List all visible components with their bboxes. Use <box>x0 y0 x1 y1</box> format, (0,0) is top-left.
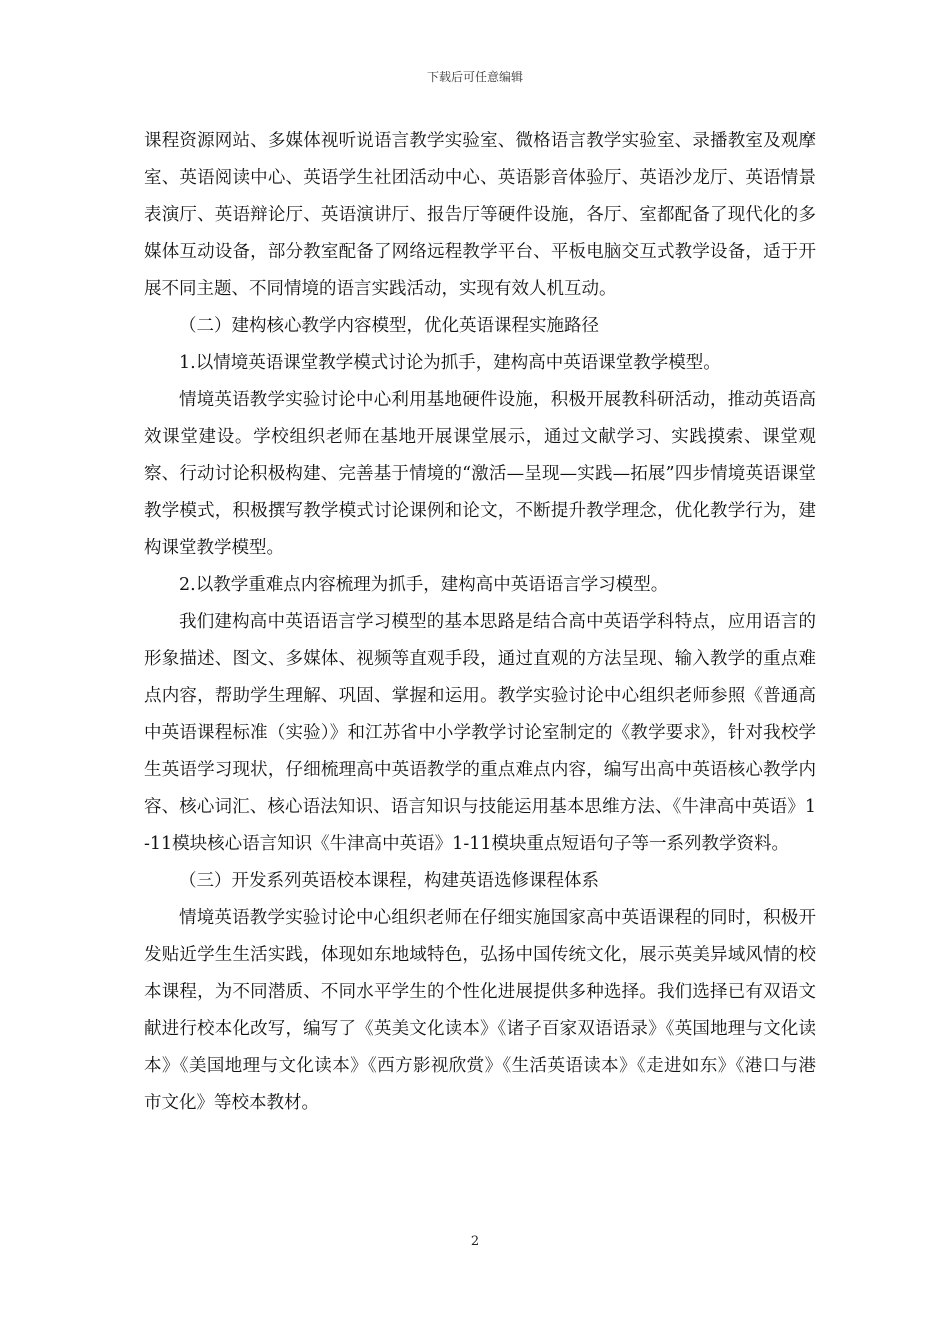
subheading-language-model: 2.以教学重难点内容梳理为抓手，建构高中英语语言学习模型。 <box>179 575 669 595</box>
header-note: 下载后可任意编辑 <box>426 70 523 84</box>
paragraph-language-model: 我们建构高中英语语言学习模型的基本思路是结合高中英语学科特点，应用语言的形象描述、图文、多媒体、视频等直观手段，通过直观的方法呈现、输入教学的重点难点内容，帮助学生理解、巩固、掌握和运用。教学实验讨论中心组织老师参照《普通高中英语课程标准（实验）》和江苏省中小学教学讨论室制定的《教学要求》，针对我校学生英语学习现状，仔细梳理高中英语教学的重点难点内容，编写出高中英语核心教学内容、核心词汇、核心语法知识、语言知识与技能运用基本思维方法、《牛津高中英语》1-11模块核心语言知识《牛津高中英语》1-11模块重点短语句子等一系列教学资料。 <box>144 612 816 854</box>
body-text <box>144 123 816 1122</box>
paragraph-school-courses: 情境英语教学实验讨论中心组织老师在仔细实施国家高中英语课程的同时，积极开发贴近学生生活实践，体现如东地域特色，弘扬中国传统文化，展示英美异域风情的校本课程，为不同潜质、不同水平学生的个性化进展提供多种选择。我们选择已有双语文献进行校本化改写，编写了《英美文化读本》《诸子百家双语语录》《英国地理与文化读本》《美国地理与文化读本》《西方影视欣赏》《生活英语读本》《走进如东》《港口与港市文化》等校本教材。 <box>144 908 816 1113</box>
section-heading-core-content: （二）建构核心教学内容模型，优化英语课程实施路径 <box>179 316 599 336</box>
section-heading-school-courses: （三）开发系列英语校本课程，构建英语选修课程体系 <box>179 871 599 891</box>
paragraph-classroom-model: 情境英语教学实验讨论中心利用基地硬件设施，积极开展教科研活动，推动英语高效课堂建设。学校组织老师在基地开展课堂展示，通过文献学习、实践摸索、课堂观察、行动讨论积极构建、完善基于情境的“激活—呈现—实践—拓展”四步情境英语课堂教学模式，积极撰写教学模式讨论课例和论文，不断提升教学理念，优化教学行为，建构课堂教学模型。 <box>144 390 816 558</box>
subheading-classroom-model: 1.以情境英语课堂教学模式讨论为抓手，建构高中英语课堂教学模型。 <box>179 353 721 373</box>
paragraph-facilities-continued: 课程资源网站、多媒体视听说语言教学实验室、微格语言教学实验室、录播教室及观摩室、英语阅读中心、英语学生社团活动中心、英语影音体验厅、英语沙龙厅、英语情景表演厅、英语辩论厅、英语演讲厅、报告厅等硬件设施，各厅、室都配备了现代化的多媒体互动设备，部分教室配备了网络远程教学平台、平板电脑交互式教学设备，适于开展不同主题、不同情境的语言实践活动，实现有效人机互动。 <box>144 131 816 299</box>
page-number: 2 <box>470 1234 480 1249</box>
